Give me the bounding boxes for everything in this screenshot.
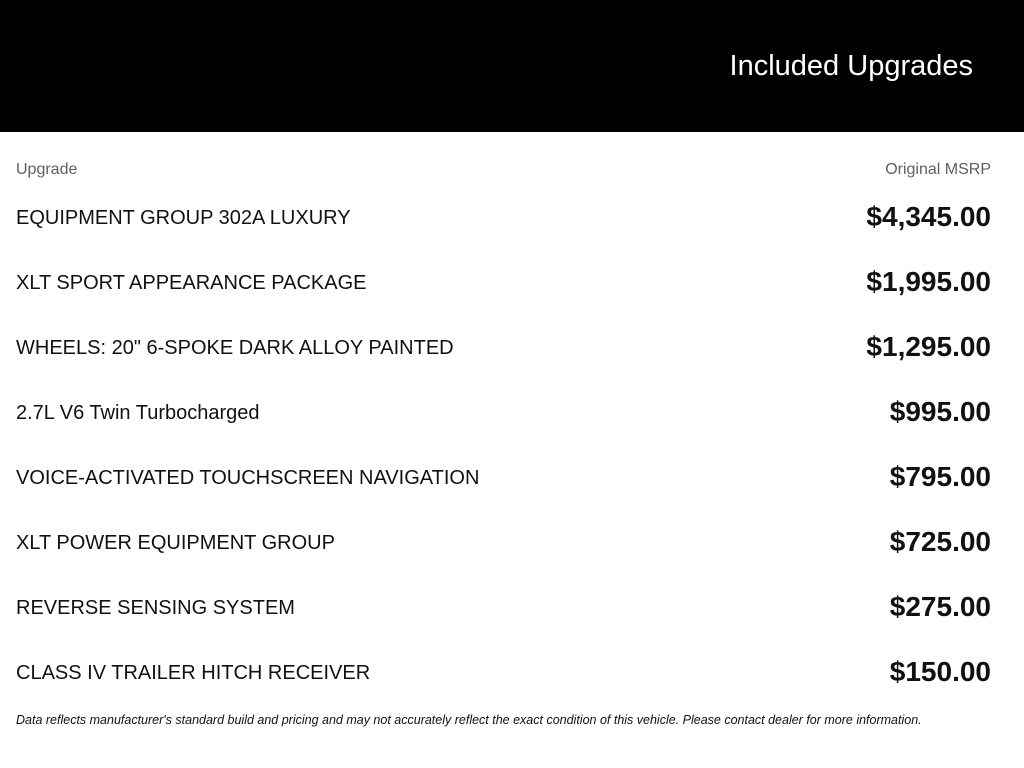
upgrade-row bbox=[0, 575, 1024, 640]
upgrade-name: VOICE-ACTIVATED TOUCHSCREEN NAVIGATION bbox=[16, 467, 480, 489]
upgrade-row bbox=[0, 315, 1024, 380]
upgrade-name: XLT SPORT APPEARANCE PACKAGE bbox=[16, 272, 367, 294]
disclaimer-text: Data reflects manufacturer's standard build and pricing and may not accurately reflect the exact condition of this vehicle. Please contact dealer for more information. bbox=[16, 713, 922, 727]
upgrade-row bbox=[0, 250, 1024, 315]
upgrade-name: EQUIPMENT GROUP 302A LUXURY bbox=[16, 207, 351, 229]
msrp-column-header: Original MSRP bbox=[885, 161, 991, 178]
upgrade-price: $995.00 bbox=[889, 396, 991, 427]
upgrade-row bbox=[0, 510, 1024, 575]
upgrade-name: CLASS IV TRAILER HITCH RECEIVER bbox=[16, 662, 371, 684]
upgrade-row bbox=[0, 445, 1024, 510]
upgrade-price: $1,295.00 bbox=[866, 331, 991, 362]
upgrade-name: WHEELS: 20" 6-SPOKE DARK ALLOY PAINTED bbox=[16, 337, 454, 359]
upgrade-name: 2.7L V6 Twin Turbocharged bbox=[16, 402, 260, 424]
upgrade-name: REVERSE SENSING SYSTEM bbox=[16, 597, 295, 619]
page-title: Included Upgrades bbox=[729, 50, 973, 82]
upgrades-list bbox=[0, 185, 1024, 705]
upgrade-row bbox=[0, 380, 1024, 445]
upgrade-price: $795.00 bbox=[889, 461, 991, 492]
upgrade-price: $4,345.00 bbox=[866, 201, 991, 232]
upgrade-name: XLT POWER EQUIPMENT GROUP bbox=[16, 532, 335, 554]
upgrade-price: $1,995.00 bbox=[866, 266, 991, 297]
upgrade-row bbox=[0, 185, 1024, 250]
upgrade-row bbox=[0, 640, 1024, 705]
upgrade-price: $275.00 bbox=[889, 591, 991, 622]
upgrade-price: $725.00 bbox=[889, 526, 991, 557]
header-banner bbox=[0, 0, 1024, 132]
upgrade-column-header: Upgrade bbox=[16, 161, 78, 178]
upgrade-price: $150.00 bbox=[889, 656, 991, 687]
